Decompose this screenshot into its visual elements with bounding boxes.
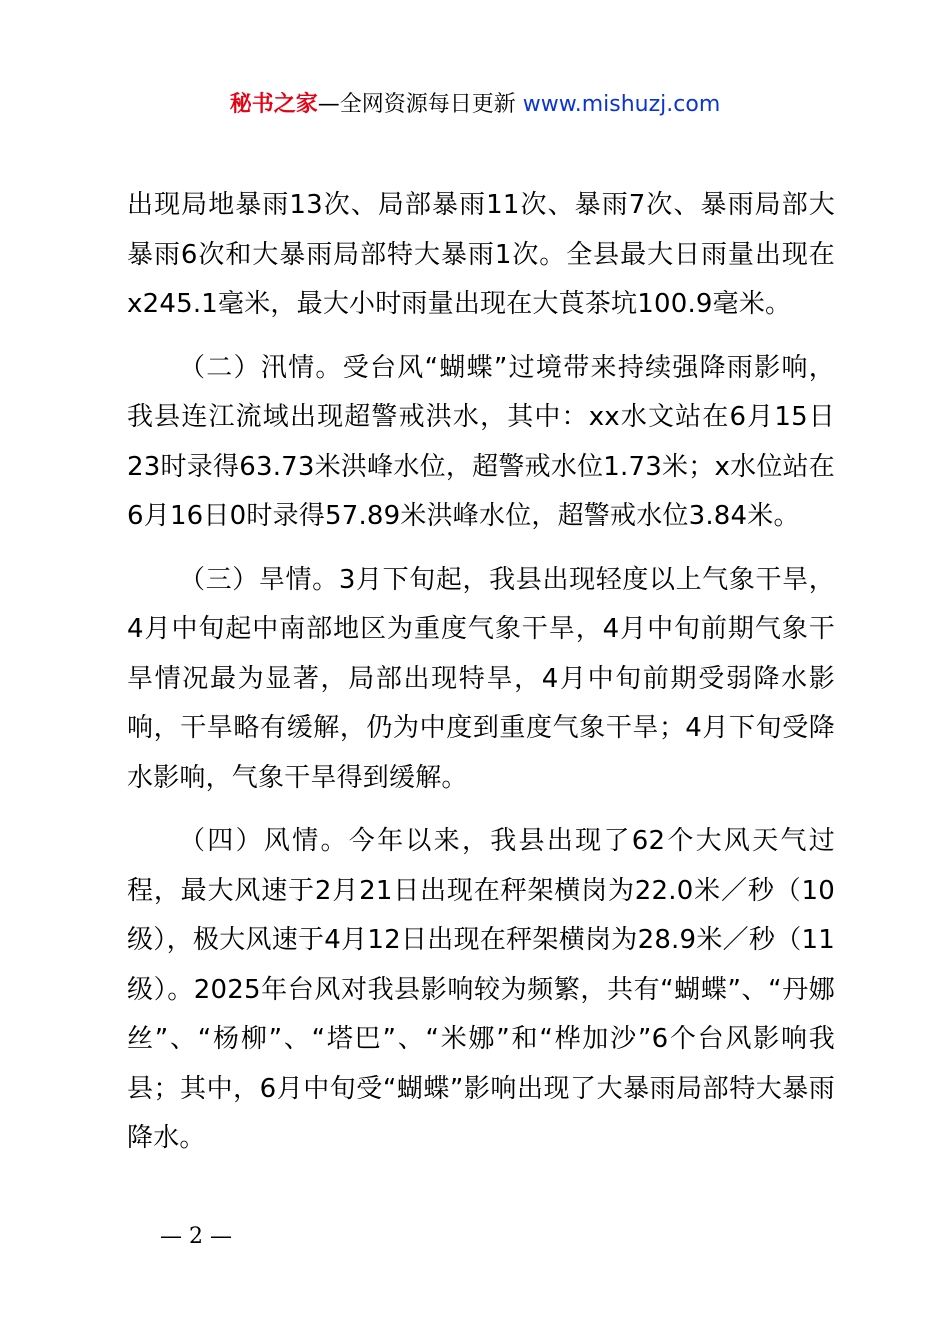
- page-number: — 2 —: [160, 1224, 232, 1249]
- paragraph-flood: （二）汛情。受台风“蝴蝶”过境带来持续强降雨影响，我县连江流域出现超警戒洪水，其中：xx水文站在6月15日23时录得63.73米洪峰水位，超警戒水位1.73米；x水位站在6月16日0时录得57.89米洪峰水位，超警戒水位3.84米。: [127, 352, 835, 531]
- paragraph-wind: （四）风情。今年以来，我县出现了62个大风天气过程，最大风速于2月21日出现在秤架横岗为22.0米／秒（10级），极大风速于4月12日出现在秤架横岗为28.9米／秒（11级）。2025年台风对我县影响较为频繁，共有“蝴蝶”、“丹娜丝”、“杨柳”、“塔巴”、“米娜”和“桦加沙”6个台风影响我县；其中，6月中旬受“蝴蝶”影响出现了大暴雨局部特大暴雨降水。: [127, 826, 835, 1153]
- paragraph-rainfall-continued: 出现局地暴雨13次、局部暴雨11次、暴雨7次、暴雨局部大暴雨6次和大暴雨局部特大暴雨1次。全县最大日雨量出现在x245.1毫米，最大小时雨量出现在大莨茶坑100.9毫米。: [127, 190, 835, 319]
- site-brand: 秘书之家: [229, 92, 318, 117]
- document-body: [127, 181, 835, 1178]
- site-header: [0, 88, 950, 122]
- site-url-link[interactable]: www.mishuzj.com: [522, 92, 721, 117]
- paragraph-drought: （三）旱情。3月下旬起，我县出现轻度以上气象干旱，4月中旬起中南部地区为重度气象干旱，4月中旬前期气象干旱情况最为显著，局部出现特旱，4月中旬前期受弱降水影响，干旱略有缓解，仍为中度到重度气象干旱；4月下旬受降水影响，气象干旱得到缓解。: [127, 564, 835, 793]
- site-tagline: —全网资源每日更新: [317, 92, 516, 117]
